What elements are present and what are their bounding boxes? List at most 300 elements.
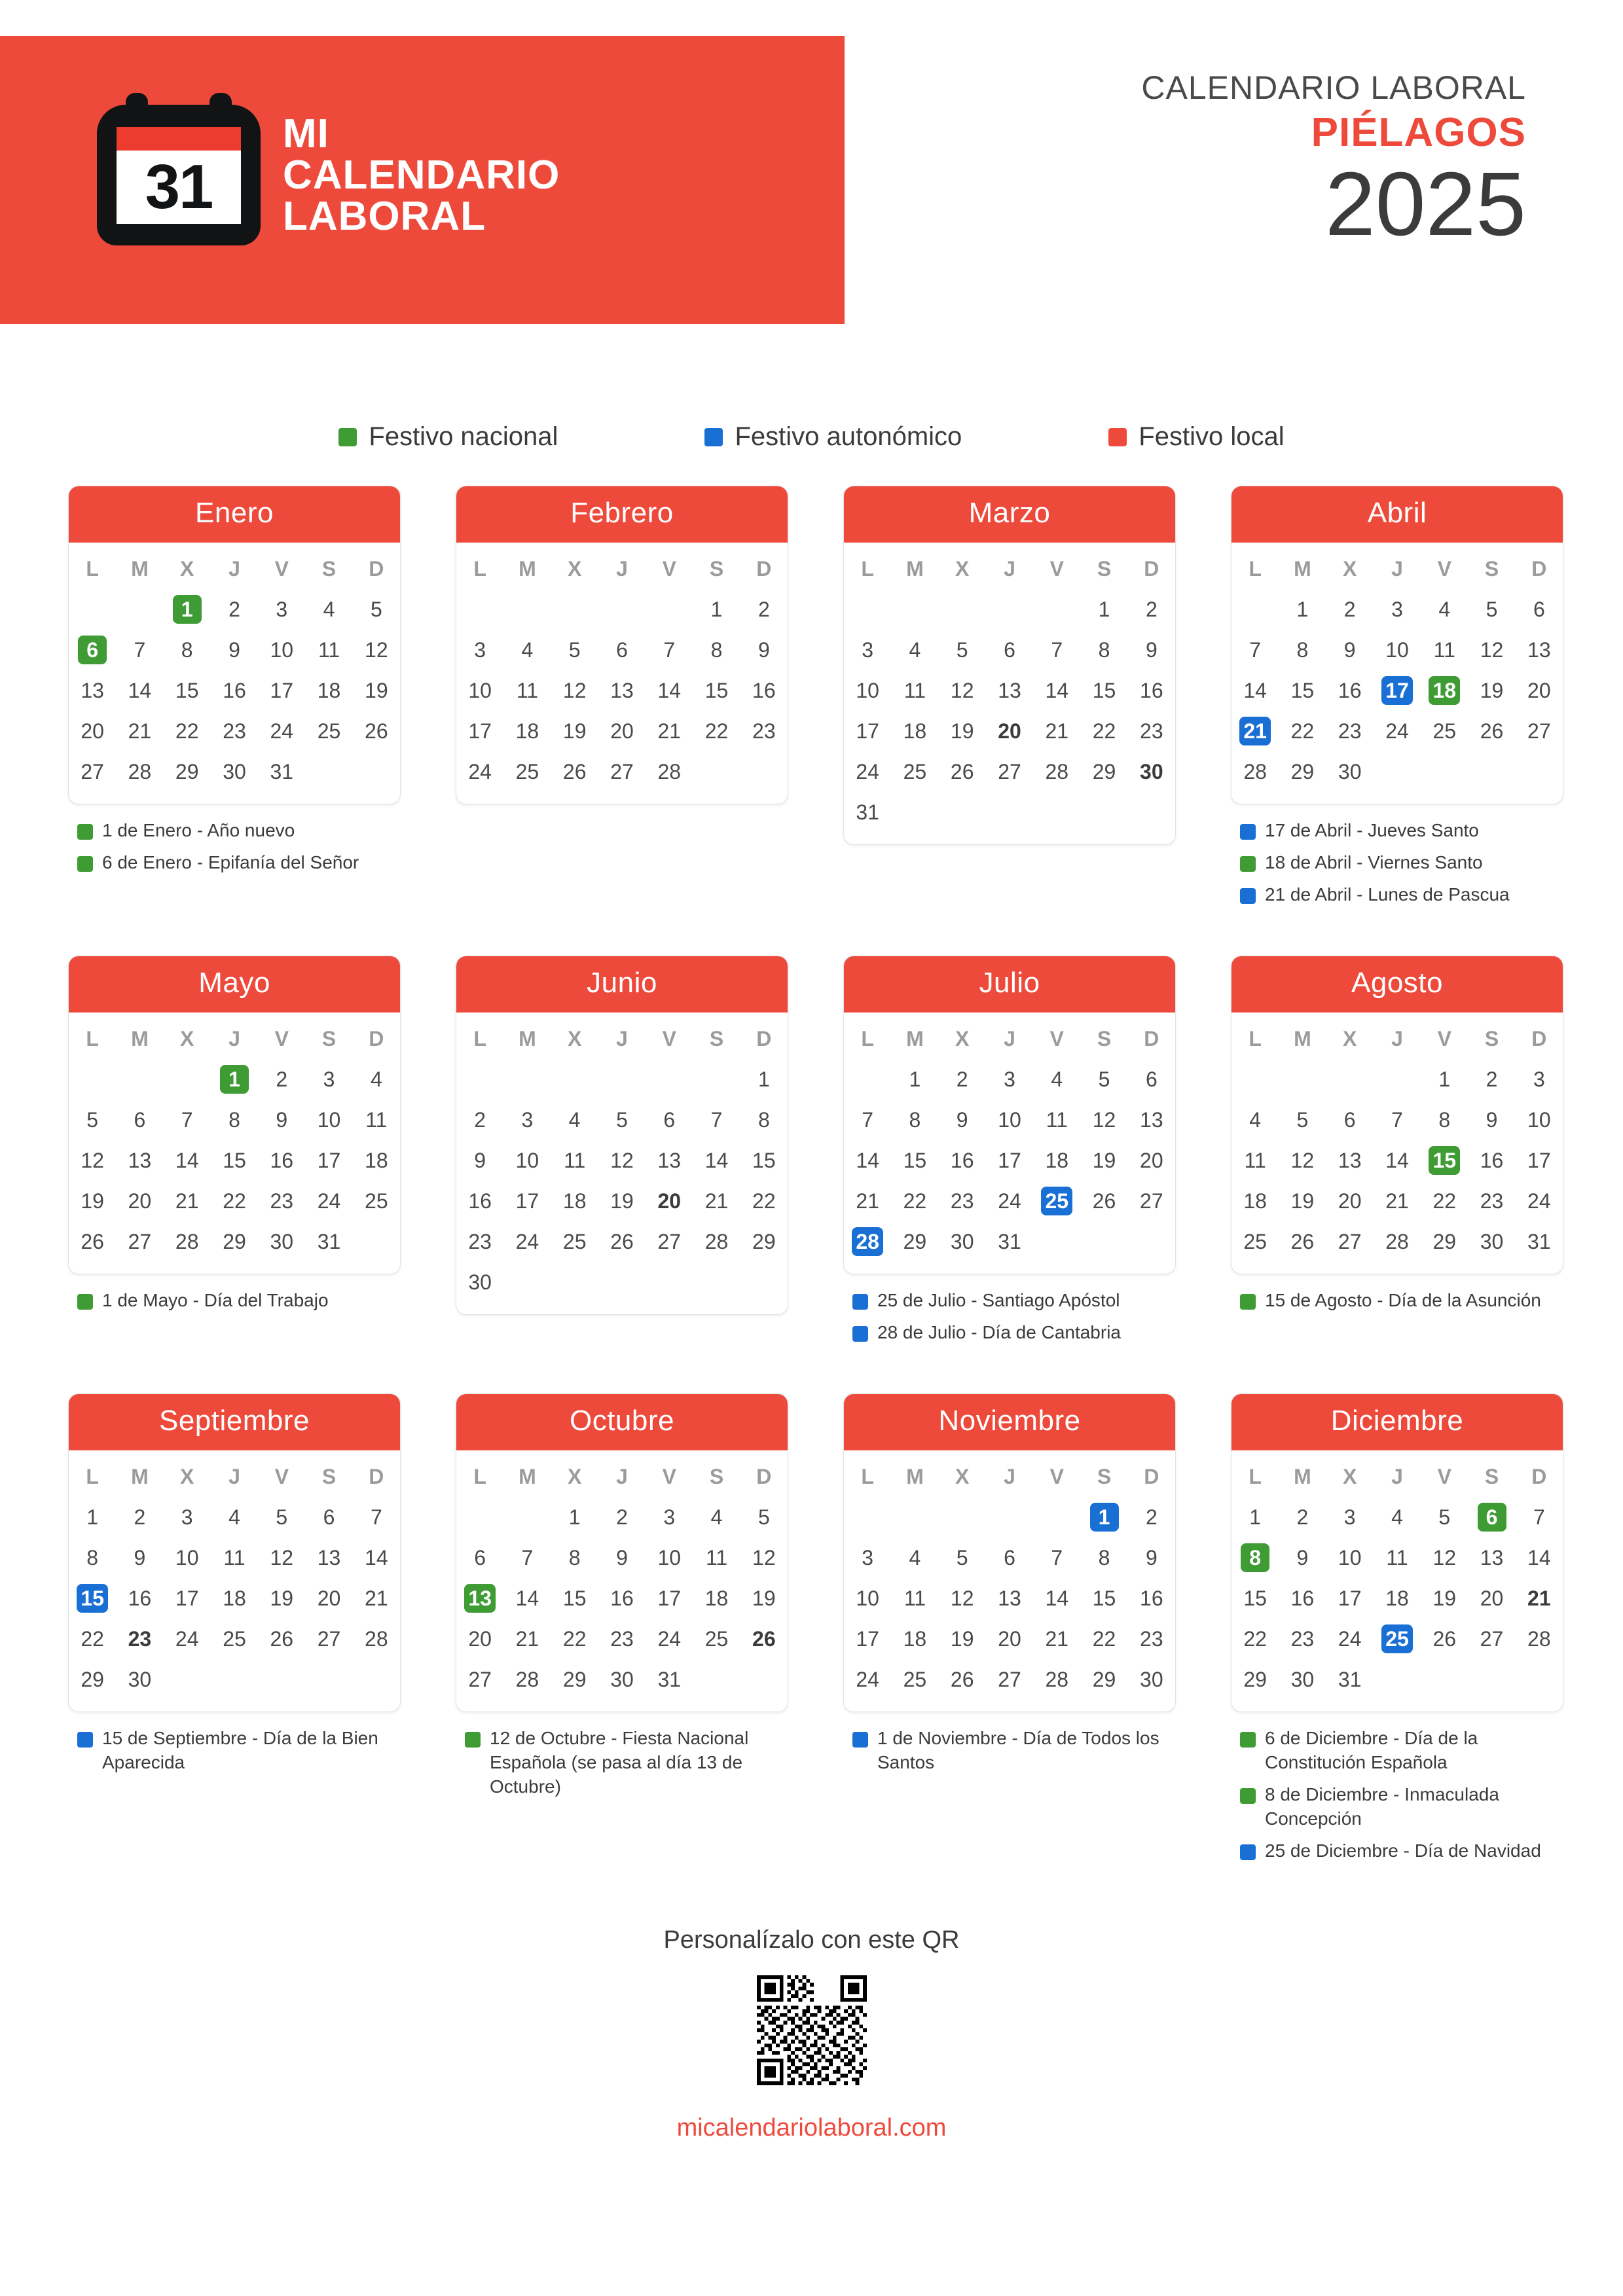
day-cell[interactable] bbox=[305, 1059, 352, 1100]
day-cell[interactable] bbox=[353, 589, 400, 630]
day-cell[interactable] bbox=[211, 1181, 258, 1221]
day-cell[interactable] bbox=[939, 1537, 986, 1578]
day-cell[interactable] bbox=[598, 630, 646, 670]
day-cell[interactable] bbox=[1033, 711, 1080, 751]
day-cell[interactable] bbox=[1033, 1537, 1080, 1578]
day-cell[interactable] bbox=[1033, 1659, 1080, 1700]
day-cell[interactable] bbox=[891, 670, 938, 711]
day-cell[interactable] bbox=[503, 1578, 551, 1619]
day-cell[interactable] bbox=[646, 1221, 693, 1262]
day-cell[interactable] bbox=[1128, 1497, 1175, 1537]
day-cell[interactable] bbox=[1326, 1497, 1374, 1537]
day-cell[interactable] bbox=[69, 1181, 116, 1221]
day-cell[interactable] bbox=[1279, 1537, 1326, 1578]
day-cell[interactable] bbox=[69, 711, 116, 751]
day-cell[interactable] bbox=[693, 1100, 740, 1140]
day-cell[interactable] bbox=[258, 670, 305, 711]
day-cell[interactable] bbox=[891, 1059, 938, 1100]
day-cell[interactable] bbox=[1468, 1578, 1515, 1619]
day-cell[interactable] bbox=[740, 1100, 788, 1140]
day-cell[interactable] bbox=[1080, 1140, 1127, 1181]
day-cell[interactable] bbox=[1374, 711, 1421, 751]
day-cell[interactable] bbox=[939, 1059, 986, 1100]
day-cell[interactable] bbox=[1231, 1537, 1279, 1578]
day-cell[interactable] bbox=[693, 630, 740, 670]
day-cell[interactable] bbox=[164, 1619, 211, 1659]
day-cell[interactable] bbox=[503, 670, 551, 711]
day-cell[interactable] bbox=[1326, 1140, 1374, 1181]
day-cell[interactable] bbox=[551, 711, 598, 751]
day-cell[interactable] bbox=[986, 711, 1033, 751]
day-cell[interactable] bbox=[258, 1537, 305, 1578]
day-cell[interactable] bbox=[164, 751, 211, 792]
day-cell[interactable] bbox=[646, 711, 693, 751]
day-cell[interactable] bbox=[456, 1578, 503, 1619]
day-cell[interactable] bbox=[939, 1221, 986, 1262]
day-cell[interactable] bbox=[116, 1537, 163, 1578]
day-cell[interactable] bbox=[740, 670, 788, 711]
day-cell[interactable] bbox=[1033, 1100, 1080, 1140]
day-cell[interactable] bbox=[1374, 1181, 1421, 1221]
day-cell[interactable] bbox=[1231, 1497, 1279, 1537]
day-cell[interactable] bbox=[211, 1497, 258, 1537]
day-cell[interactable] bbox=[939, 1659, 986, 1700]
day-cell[interactable] bbox=[456, 1619, 503, 1659]
day-cell[interactable] bbox=[456, 670, 503, 711]
day-cell[interactable] bbox=[211, 1537, 258, 1578]
day-cell[interactable] bbox=[116, 1181, 163, 1221]
day-cell[interactable] bbox=[1231, 1578, 1279, 1619]
day-cell[interactable] bbox=[939, 1619, 986, 1659]
day-cell[interactable] bbox=[503, 1619, 551, 1659]
day-cell[interactable] bbox=[1326, 670, 1374, 711]
day-cell[interactable] bbox=[986, 1537, 1033, 1578]
day-cell[interactable] bbox=[164, 1181, 211, 1221]
day-cell[interactable] bbox=[1421, 1537, 1468, 1578]
day-cell[interactable] bbox=[1468, 630, 1515, 670]
day-cell[interactable] bbox=[164, 670, 211, 711]
day-cell[interactable] bbox=[1128, 1100, 1175, 1140]
day-cell[interactable] bbox=[1516, 711, 1563, 751]
day-cell[interactable] bbox=[551, 1537, 598, 1578]
day-cell[interactable] bbox=[740, 630, 788, 670]
day-cell[interactable] bbox=[598, 1537, 646, 1578]
day-cell[interactable] bbox=[891, 1140, 938, 1181]
day-cell[interactable] bbox=[1326, 1537, 1374, 1578]
day-cell[interactable] bbox=[844, 751, 891, 792]
day-cell[interactable] bbox=[211, 1578, 258, 1619]
day-cell[interactable] bbox=[1516, 1578, 1563, 1619]
day-cell[interactable] bbox=[305, 1100, 352, 1140]
day-cell[interactable] bbox=[1516, 1497, 1563, 1537]
day-cell[interactable] bbox=[503, 630, 551, 670]
day-cell[interactable] bbox=[844, 1100, 891, 1140]
day-cell[interactable] bbox=[1374, 1100, 1421, 1140]
day-cell[interactable] bbox=[598, 1100, 646, 1140]
day-cell[interactable] bbox=[456, 1659, 503, 1700]
day-cell[interactable] bbox=[1231, 1140, 1279, 1181]
day-cell[interactable] bbox=[1516, 1221, 1563, 1262]
day-cell[interactable] bbox=[1231, 1659, 1279, 1700]
day-cell[interactable] bbox=[598, 1619, 646, 1659]
day-cell[interactable] bbox=[353, 1537, 400, 1578]
day-cell[interactable] bbox=[551, 1659, 598, 1700]
day-cell[interactable] bbox=[1128, 1659, 1175, 1700]
day-cell[interactable] bbox=[211, 1619, 258, 1659]
day-cell[interactable] bbox=[1279, 589, 1326, 630]
day-cell[interactable] bbox=[598, 1221, 646, 1262]
day-cell[interactable] bbox=[164, 1221, 211, 1262]
day-cell[interactable] bbox=[693, 1578, 740, 1619]
day-cell[interactable] bbox=[1128, 1537, 1175, 1578]
day-cell[interactable] bbox=[353, 1140, 400, 1181]
day-cell[interactable] bbox=[1468, 1497, 1515, 1537]
day-cell[interactable] bbox=[551, 630, 598, 670]
day-cell[interactable] bbox=[844, 1619, 891, 1659]
day-cell[interactable] bbox=[258, 1100, 305, 1140]
day-cell[interactable] bbox=[740, 1181, 788, 1221]
day-cell[interactable] bbox=[986, 1659, 1033, 1700]
day-cell[interactable] bbox=[891, 1537, 938, 1578]
day-cell[interactable] bbox=[69, 1497, 116, 1537]
day-cell[interactable] bbox=[211, 1221, 258, 1262]
day-cell[interactable] bbox=[1421, 589, 1468, 630]
day-cell[interactable] bbox=[164, 630, 211, 670]
day-cell[interactable] bbox=[1033, 1619, 1080, 1659]
day-cell[interactable] bbox=[1279, 751, 1326, 792]
day-cell[interactable] bbox=[69, 670, 116, 711]
day-cell[interactable] bbox=[1374, 630, 1421, 670]
day-cell[interactable] bbox=[598, 1659, 646, 1700]
day-cell[interactable] bbox=[164, 1578, 211, 1619]
day-cell[interactable] bbox=[1080, 1578, 1127, 1619]
day-cell[interactable] bbox=[1080, 1537, 1127, 1578]
day-cell[interactable] bbox=[891, 1100, 938, 1140]
day-cell[interactable] bbox=[891, 1619, 938, 1659]
day-cell[interactable] bbox=[69, 1100, 116, 1140]
day-cell[interactable] bbox=[939, 711, 986, 751]
day-cell[interactable] bbox=[258, 1497, 305, 1537]
day-cell[interactable] bbox=[551, 1181, 598, 1221]
day-cell[interactable] bbox=[353, 1578, 400, 1619]
day-cell[interactable] bbox=[646, 1497, 693, 1537]
day-cell[interactable] bbox=[1374, 1619, 1421, 1659]
day-cell[interactable] bbox=[740, 1497, 788, 1537]
day-cell[interactable] bbox=[116, 670, 163, 711]
day-cell[interactable] bbox=[353, 1100, 400, 1140]
day-cell[interactable] bbox=[1279, 670, 1326, 711]
day-cell[interactable] bbox=[456, 1181, 503, 1221]
day-cell[interactable] bbox=[69, 1578, 116, 1619]
day-cell[interactable] bbox=[844, 1537, 891, 1578]
day-cell[interactable] bbox=[1080, 1659, 1127, 1700]
day-cell[interactable] bbox=[69, 1140, 116, 1181]
day-cell[interactable] bbox=[551, 1100, 598, 1140]
day-cell[interactable] bbox=[986, 1059, 1033, 1100]
day-cell[interactable] bbox=[353, 1059, 400, 1100]
day-cell[interactable] bbox=[646, 670, 693, 711]
day-cell[interactable] bbox=[551, 1221, 598, 1262]
day-cell[interactable] bbox=[551, 1140, 598, 1181]
day-cell[interactable] bbox=[305, 1537, 352, 1578]
day-cell[interactable] bbox=[69, 1619, 116, 1659]
day-cell[interactable] bbox=[646, 1181, 693, 1221]
day-cell[interactable] bbox=[939, 1140, 986, 1181]
day-cell[interactable] bbox=[1231, 1100, 1279, 1140]
day-cell[interactable] bbox=[353, 711, 400, 751]
day-cell[interactable] bbox=[646, 1578, 693, 1619]
day-cell[interactable] bbox=[305, 1619, 352, 1659]
day-cell[interactable] bbox=[891, 751, 938, 792]
day-cell[interactable] bbox=[69, 1221, 116, 1262]
day-cell[interactable] bbox=[116, 1140, 163, 1181]
day-cell[interactable] bbox=[1128, 711, 1175, 751]
day-cell[interactable] bbox=[1326, 630, 1374, 670]
day-cell[interactable] bbox=[116, 630, 163, 670]
day-cell[interactable] bbox=[646, 751, 693, 792]
day-cell[interactable] bbox=[693, 1537, 740, 1578]
day-cell[interactable] bbox=[1326, 1659, 1374, 1700]
day-cell[interactable] bbox=[646, 1619, 693, 1659]
day-cell[interactable] bbox=[740, 1059, 788, 1100]
day-cell[interactable] bbox=[1033, 1181, 1080, 1221]
day-cell[interactable] bbox=[1279, 1497, 1326, 1537]
day-cell[interactable] bbox=[503, 1537, 551, 1578]
day-cell[interactable] bbox=[646, 1659, 693, 1700]
day-cell[interactable] bbox=[986, 630, 1033, 670]
day-cell[interactable] bbox=[211, 1140, 258, 1181]
day-cell[interactable] bbox=[1468, 670, 1515, 711]
day-cell[interactable] bbox=[258, 589, 305, 630]
day-cell[interactable] bbox=[456, 630, 503, 670]
day-cell[interactable] bbox=[844, 1181, 891, 1221]
website-link[interactable]: micalendariolaboral.com bbox=[676, 2113, 947, 2142]
day-cell[interactable] bbox=[258, 1221, 305, 1262]
day-cell[interactable] bbox=[353, 1497, 400, 1537]
day-cell[interactable] bbox=[646, 1537, 693, 1578]
day-cell[interactable] bbox=[305, 1181, 352, 1221]
day-cell[interactable] bbox=[164, 1497, 211, 1537]
day-cell[interactable] bbox=[1516, 1619, 1563, 1659]
day-cell[interactable] bbox=[503, 1100, 551, 1140]
day-cell[interactable] bbox=[1231, 711, 1279, 751]
day-cell[interactable] bbox=[844, 630, 891, 670]
day-cell[interactable] bbox=[305, 1221, 352, 1262]
day-cell[interactable] bbox=[1421, 1100, 1468, 1140]
day-cell[interactable] bbox=[693, 1497, 740, 1537]
day-cell[interactable] bbox=[1468, 1140, 1515, 1181]
day-cell[interactable] bbox=[598, 1578, 646, 1619]
day-cell[interactable] bbox=[1128, 589, 1175, 630]
day-cell[interactable] bbox=[164, 589, 211, 630]
day-cell[interactable] bbox=[740, 589, 788, 630]
day-cell[interactable] bbox=[986, 1619, 1033, 1659]
day-cell[interactable] bbox=[1421, 1221, 1468, 1262]
day-cell[interactable] bbox=[1326, 1578, 1374, 1619]
day-cell[interactable] bbox=[598, 751, 646, 792]
day-cell[interactable] bbox=[1374, 1140, 1421, 1181]
day-cell[interactable] bbox=[1279, 1578, 1326, 1619]
day-cell[interactable] bbox=[646, 1100, 693, 1140]
day-cell[interactable] bbox=[1326, 1221, 1374, 1262]
day-cell[interactable] bbox=[1468, 711, 1515, 751]
day-cell[interactable] bbox=[598, 1497, 646, 1537]
day-cell[interactable] bbox=[456, 1100, 503, 1140]
day-cell[interactable] bbox=[1468, 1059, 1515, 1100]
day-cell[interactable] bbox=[211, 1100, 258, 1140]
day-cell[interactable] bbox=[1128, 1578, 1175, 1619]
day-cell[interactable] bbox=[456, 711, 503, 751]
day-cell[interactable] bbox=[1326, 1100, 1374, 1140]
day-cell[interactable] bbox=[1374, 1221, 1421, 1262]
day-cell[interactable] bbox=[1374, 589, 1421, 630]
day-cell[interactable] bbox=[258, 711, 305, 751]
day-cell[interactable] bbox=[456, 751, 503, 792]
day-cell[interactable] bbox=[1326, 711, 1374, 751]
day-cell[interactable] bbox=[1231, 630, 1279, 670]
day-cell[interactable] bbox=[258, 1181, 305, 1221]
day-cell[interactable] bbox=[1080, 630, 1127, 670]
day-cell[interactable] bbox=[551, 1619, 598, 1659]
day-cell[interactable] bbox=[116, 711, 163, 751]
day-cell[interactable] bbox=[1080, 751, 1127, 792]
day-cell[interactable] bbox=[844, 711, 891, 751]
day-cell[interactable] bbox=[1279, 1181, 1326, 1221]
day-cell[interactable] bbox=[258, 630, 305, 670]
day-cell[interactable] bbox=[1326, 1619, 1374, 1659]
day-cell[interactable] bbox=[1231, 1619, 1279, 1659]
day-cell[interactable] bbox=[986, 670, 1033, 711]
day-cell[interactable] bbox=[891, 1221, 938, 1262]
day-cell[interactable] bbox=[353, 670, 400, 711]
day-cell[interactable] bbox=[305, 670, 352, 711]
day-cell[interactable] bbox=[1468, 1181, 1515, 1221]
day-cell[interactable] bbox=[1468, 1221, 1515, 1262]
day-cell[interactable] bbox=[305, 711, 352, 751]
day-cell[interactable] bbox=[1421, 630, 1468, 670]
day-cell[interactable] bbox=[693, 1619, 740, 1659]
day-cell[interactable] bbox=[1468, 1619, 1515, 1659]
day-cell[interactable] bbox=[116, 1221, 163, 1262]
day-cell[interactable] bbox=[69, 1659, 116, 1700]
day-cell[interactable] bbox=[503, 1659, 551, 1700]
day-cell[interactable] bbox=[740, 1537, 788, 1578]
day-cell[interactable] bbox=[986, 1221, 1033, 1262]
day-cell[interactable] bbox=[1326, 589, 1374, 630]
day-cell[interactable] bbox=[211, 751, 258, 792]
day-cell[interactable] bbox=[258, 1578, 305, 1619]
day-cell[interactable] bbox=[1080, 1059, 1127, 1100]
day-cell[interactable] bbox=[1421, 670, 1468, 711]
day-cell[interactable] bbox=[116, 1497, 163, 1537]
day-cell[interactable] bbox=[1279, 1100, 1326, 1140]
day-cell[interactable] bbox=[740, 711, 788, 751]
day-cell[interactable] bbox=[844, 1221, 891, 1262]
day-cell[interactable] bbox=[211, 589, 258, 630]
day-cell[interactable] bbox=[1421, 1140, 1468, 1181]
day-cell[interactable] bbox=[551, 1497, 598, 1537]
day-cell[interactable] bbox=[211, 711, 258, 751]
day-cell[interactable] bbox=[1080, 1100, 1127, 1140]
day-cell[interactable] bbox=[693, 1181, 740, 1221]
day-cell[interactable] bbox=[258, 1140, 305, 1181]
day-cell[interactable] bbox=[503, 1181, 551, 1221]
day-cell[interactable] bbox=[693, 711, 740, 751]
day-cell[interactable] bbox=[1033, 630, 1080, 670]
day-cell[interactable] bbox=[740, 1221, 788, 1262]
day-cell[interactable] bbox=[1516, 1100, 1563, 1140]
day-cell[interactable] bbox=[1279, 1221, 1326, 1262]
day-cell[interactable] bbox=[844, 670, 891, 711]
day-cell[interactable] bbox=[986, 1181, 1033, 1221]
day-cell[interactable] bbox=[1326, 1181, 1374, 1221]
day-cell[interactable] bbox=[1080, 1619, 1127, 1659]
day-cell[interactable] bbox=[844, 1578, 891, 1619]
day-cell[interactable] bbox=[1279, 630, 1326, 670]
day-cell[interactable] bbox=[69, 630, 116, 670]
day-cell[interactable] bbox=[1128, 1619, 1175, 1659]
day-cell[interactable] bbox=[646, 1140, 693, 1181]
day-cell[interactable] bbox=[1231, 1221, 1279, 1262]
day-cell[interactable] bbox=[939, 1578, 986, 1619]
day-cell[interactable] bbox=[1421, 1059, 1468, 1100]
day-cell[interactable] bbox=[456, 1537, 503, 1578]
day-cell[interactable] bbox=[164, 1537, 211, 1578]
day-cell[interactable] bbox=[891, 711, 938, 751]
day-cell[interactable] bbox=[1080, 589, 1127, 630]
day-cell[interactable] bbox=[164, 711, 211, 751]
day-cell[interactable] bbox=[939, 1181, 986, 1221]
day-cell[interactable] bbox=[456, 1140, 503, 1181]
day-cell[interactable] bbox=[258, 751, 305, 792]
day-cell[interactable] bbox=[211, 630, 258, 670]
day-cell[interactable] bbox=[1516, 670, 1563, 711]
day-cell[interactable] bbox=[939, 751, 986, 792]
day-cell[interactable] bbox=[740, 1619, 788, 1659]
day-cell[interactable] bbox=[598, 1181, 646, 1221]
day-cell[interactable] bbox=[598, 1140, 646, 1181]
day-cell[interactable] bbox=[1421, 1619, 1468, 1659]
day-cell[interactable] bbox=[1128, 670, 1175, 711]
day-cell[interactable] bbox=[986, 1140, 1033, 1181]
day-cell[interactable] bbox=[646, 630, 693, 670]
day-cell[interactable] bbox=[891, 1181, 938, 1221]
day-cell[interactable] bbox=[503, 711, 551, 751]
day-cell[interactable] bbox=[1374, 670, 1421, 711]
day-cell[interactable] bbox=[69, 1537, 116, 1578]
day-cell[interactable] bbox=[939, 1100, 986, 1140]
day-cell[interactable] bbox=[503, 1140, 551, 1181]
day-cell[interactable] bbox=[1516, 1181, 1563, 1221]
day-cell[interactable] bbox=[693, 1221, 740, 1262]
day-cell[interactable] bbox=[1231, 751, 1279, 792]
day-cell[interactable] bbox=[305, 1578, 352, 1619]
day-cell[interactable] bbox=[598, 670, 646, 711]
day-cell[interactable] bbox=[1128, 751, 1175, 792]
day-cell[interactable] bbox=[1033, 1578, 1080, 1619]
day-cell[interactable] bbox=[1421, 1578, 1468, 1619]
day-cell[interactable] bbox=[1516, 589, 1563, 630]
day-cell[interactable] bbox=[1033, 670, 1080, 711]
day-cell[interactable] bbox=[844, 792, 891, 833]
day-cell[interactable] bbox=[1516, 630, 1563, 670]
day-cell[interactable] bbox=[116, 1619, 163, 1659]
day-cell[interactable] bbox=[1374, 1537, 1421, 1578]
day-cell[interactable] bbox=[1374, 1578, 1421, 1619]
day-cell[interactable] bbox=[1516, 1537, 1563, 1578]
day-cell[interactable] bbox=[551, 1578, 598, 1619]
day-cell[interactable] bbox=[891, 1659, 938, 1700]
